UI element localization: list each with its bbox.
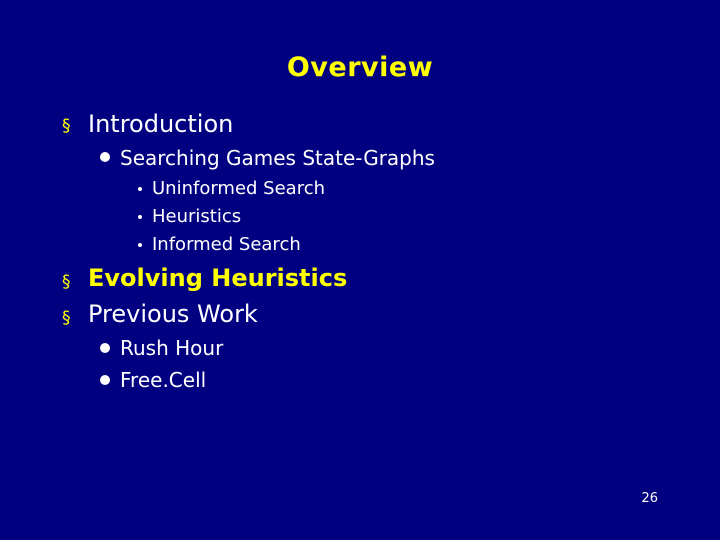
bullet-icon: § <box>62 308 71 328</box>
bullet-icon: § <box>62 116 71 136</box>
page-number: 26 <box>641 491 658 506</box>
bullet-dot-icon <box>100 343 110 353</box>
bullet-icon: § <box>62 272 71 292</box>
bullet-heuristics: Heuristics <box>152 206 242 227</box>
bullet-freecell: Free.Cell <box>120 368 207 392</box>
bullet-dot-icon <box>100 152 110 162</box>
bullet-rush-hour: Rush Hour <box>120 336 224 360</box>
slide-title: Overview <box>286 52 434 83</box>
small-bullet-icon <box>138 187 142 191</box>
bullet-dot-icon <box>100 375 110 385</box>
bullet-searching-games: Searching Games State-Graphs <box>120 146 435 170</box>
bullet-informed-search: Informed Search <box>152 234 301 255</box>
bullet-previous-work: Previous Work <box>88 300 258 328</box>
small-bullet-icon <box>138 243 142 247</box>
bullet-uninformed-search: Uninformed Search <box>152 178 326 199</box>
small-bullet-icon <box>138 215 142 219</box>
bullet-evolving-heuristics: Evolving Heuristics <box>88 264 348 292</box>
bullet-introduction: Introduction <box>88 110 234 138</box>
